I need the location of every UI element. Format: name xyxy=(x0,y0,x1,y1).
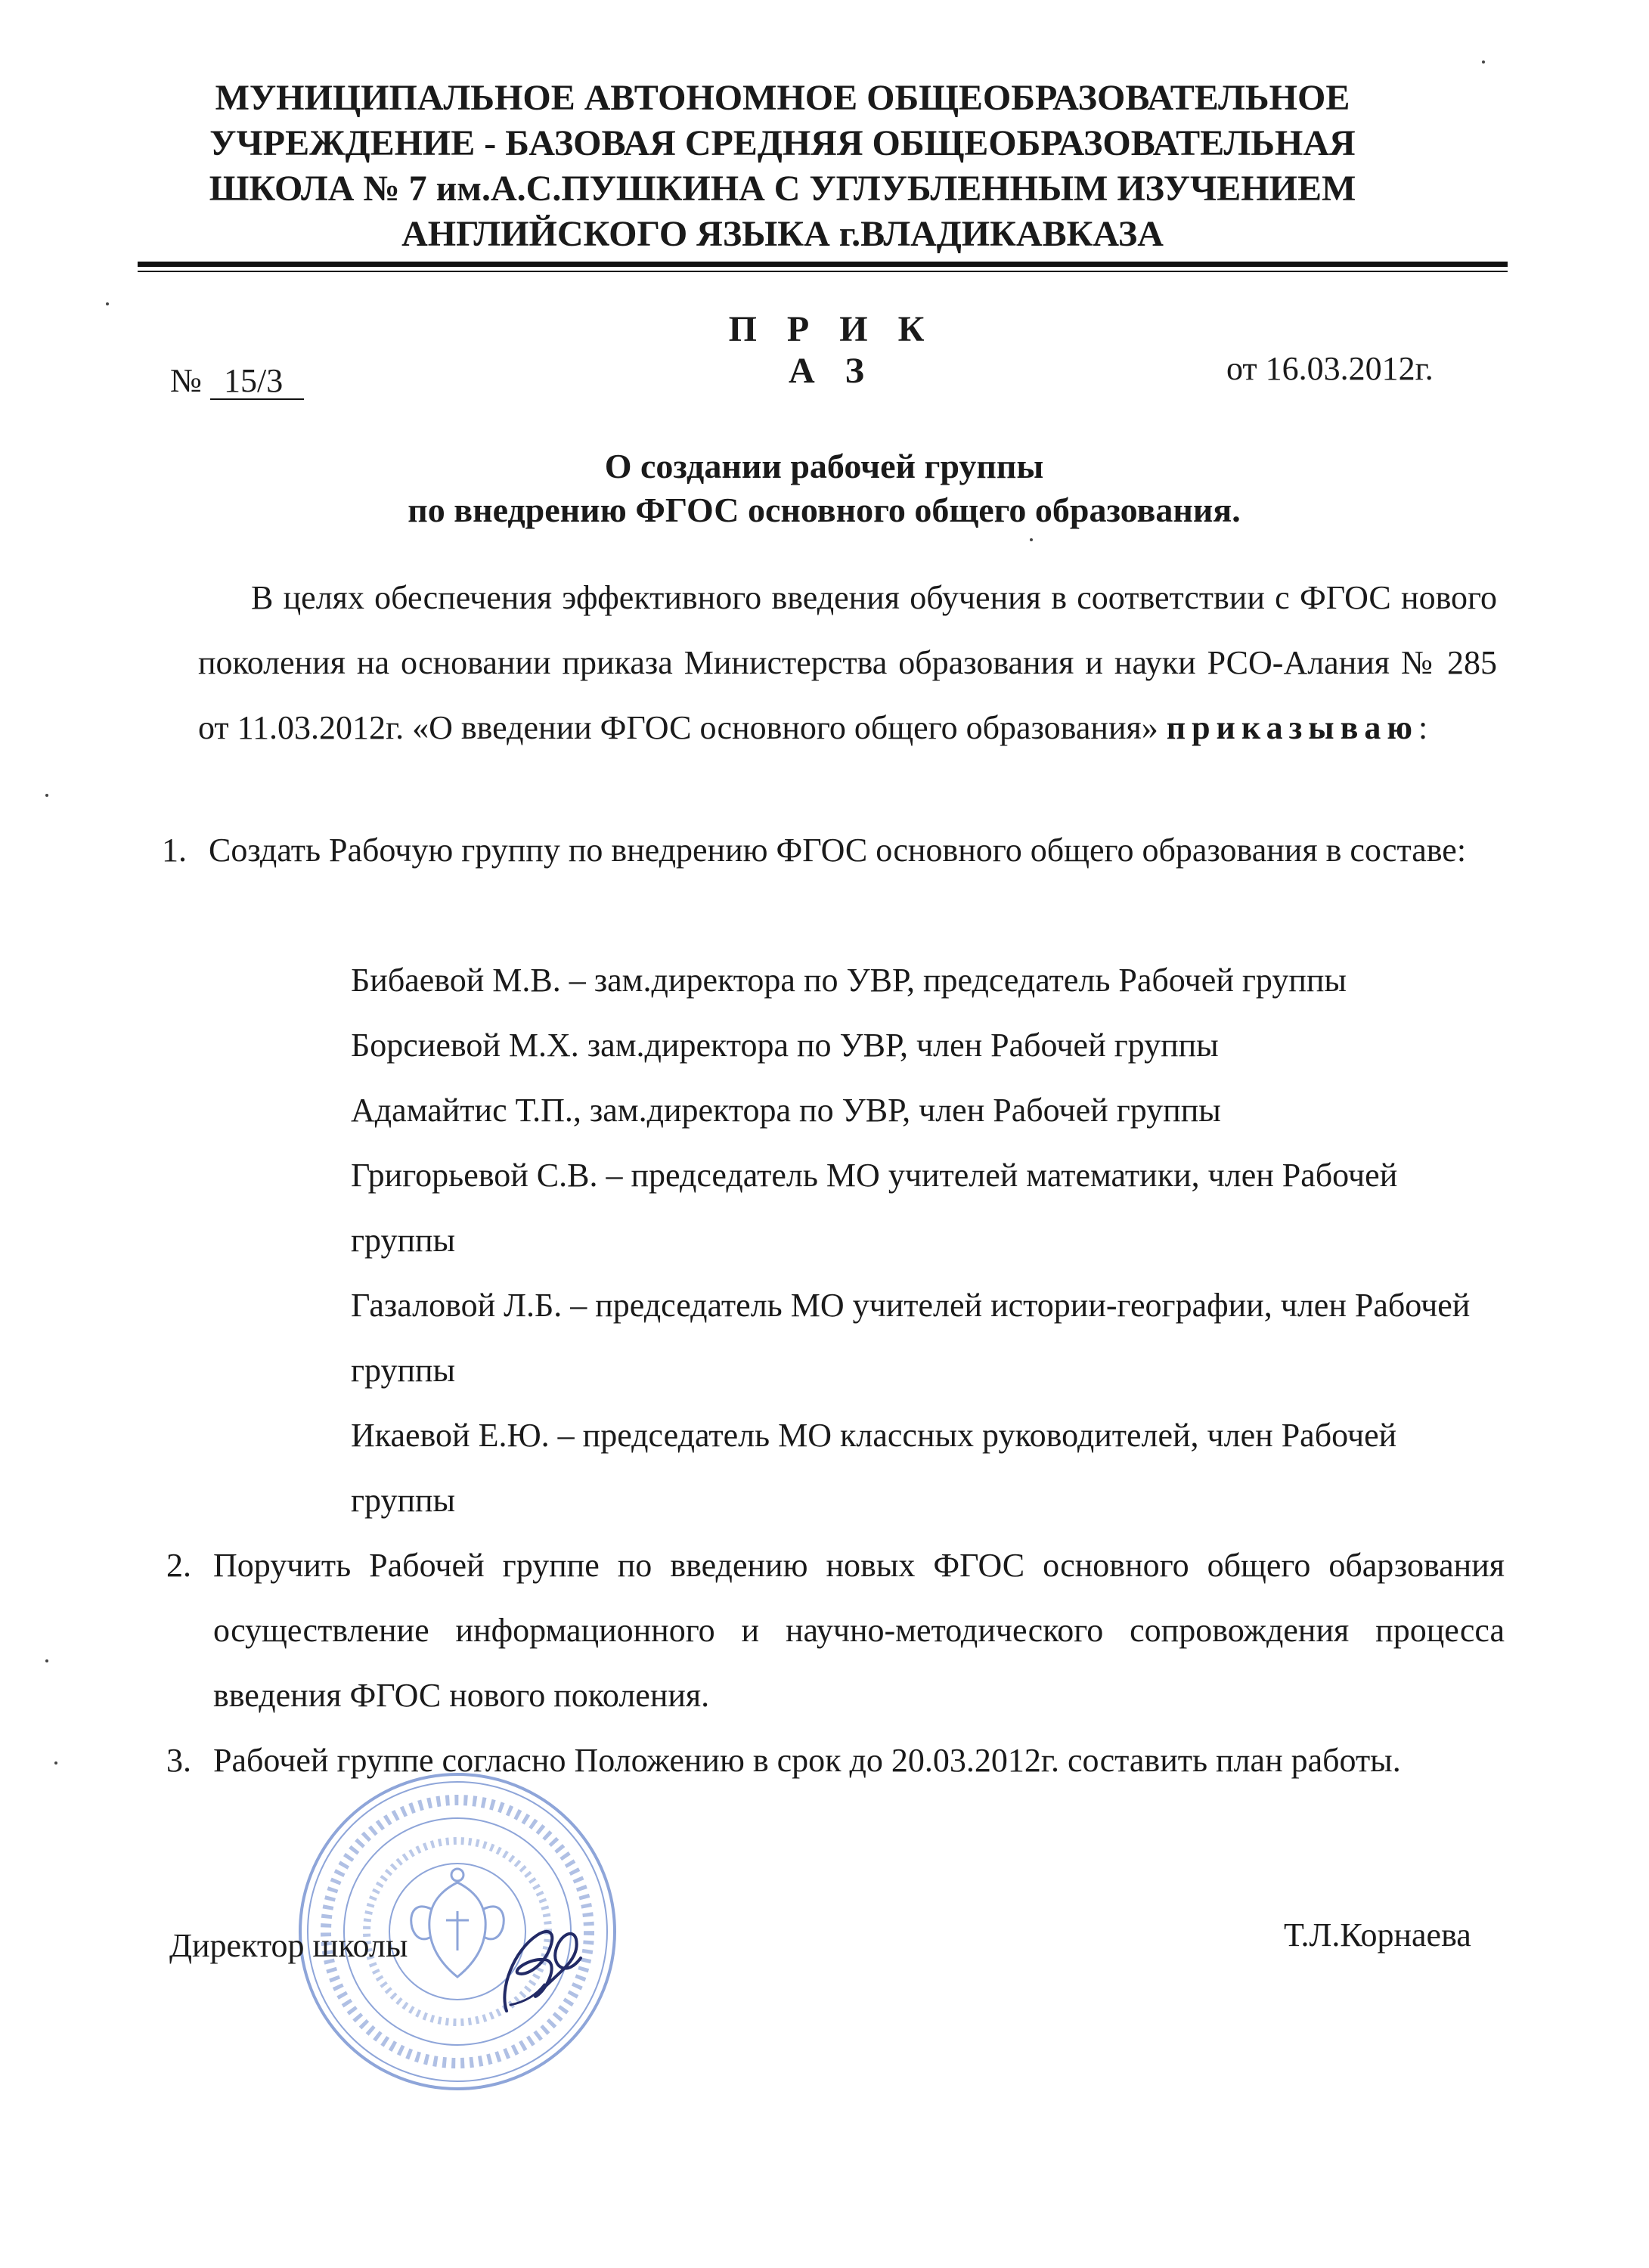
header-line-4: АНГЛИЙСКОГО ЯЗЫКА г.ВЛАДИКАВКАЗА xyxy=(401,214,1164,254)
order-number xyxy=(170,361,304,400)
scan-speck xyxy=(45,1659,48,1662)
member-entry: Бибаевой М.В. – зам.директора по УВР, председатель Рабочей группы xyxy=(351,962,1347,999)
header-divider-thick xyxy=(138,262,1508,267)
order-title: П Р И К А З xyxy=(728,309,935,391)
member-entry: Борсиевой М.Х. зам.директора по УВР, член Рабочей группы xyxy=(351,1027,1219,1064)
list-item xyxy=(162,818,1502,883)
list-item-text: Создать Рабочую группу по внедрению ФГОС основного общего образования в составе: xyxy=(209,832,1467,869)
subject-line-1: О создании рабочей группы xyxy=(604,447,1044,485)
subject-line-2: по внедрению ФГОС основного общего образования. xyxy=(408,491,1241,529)
member-entry: Григорьевой С.В. – председатель МО учителей математики, член Рабочей группы xyxy=(351,1157,1398,1259)
director-signature xyxy=(484,1905,590,2026)
list-item-number: 3. xyxy=(166,1742,191,1779)
order-verb: приказываю xyxy=(1166,709,1419,746)
list-item-text: Поручить Рабочей группе по введению новых ФГОС основного общего обарзования осуществление информационного и научно-методического сопровождения процесса введения ФГОС нового поколения. xyxy=(213,1547,1505,1714)
school-header xyxy=(151,76,1414,257)
working-group-members xyxy=(351,948,1500,1533)
header-divider-thin xyxy=(138,271,1508,272)
list-item-number: 2. xyxy=(166,1547,191,1584)
scan-speck xyxy=(45,794,48,797)
list-item-text: Рабочей группе согласно Положению в срок до 20.03.2012г. составить план работы. xyxy=(213,1742,1401,1779)
header-line-3: ШКОЛА № 7 им.А.С.ПУШКИНА С УГЛУБЛЕННЫМ ИЗУЧЕНИЕМ xyxy=(209,169,1356,209)
scan-speck xyxy=(1482,60,1485,64)
member-entry: Икаевой Е.Ю. – председатель МО классных руководителей, член Рабочей группы xyxy=(351,1417,1397,1519)
header-line-1: МУНИЦИПАЛЬНОЕ АВТОНОМНОЕ ОБЩЕОБРАЗОВАТЕЛЬНОЕ xyxy=(215,78,1350,118)
member-entry: Газаловой Л.Б. – председатель МО учителей истории-географии, член Рабочей группы xyxy=(351,1287,1471,1389)
scan-speck xyxy=(54,1761,57,1765)
signature-name: Т.Л.Корнаева xyxy=(1284,1916,1471,1954)
order-subject xyxy=(302,445,1346,532)
list-item-number: 1. xyxy=(162,832,187,869)
member-entry: Адамайтис Т.П., зам.директора по УВР, член Рабочей группы xyxy=(351,1092,1221,1129)
scan-speck xyxy=(1030,538,1033,541)
order-verb-colon: : xyxy=(1418,709,1428,746)
order-number-prefix: № xyxy=(170,362,202,399)
signature-position: Директор школы xyxy=(169,1927,408,1964)
list-item xyxy=(166,1533,1505,1728)
order-number-value: 15/3 xyxy=(210,364,304,400)
header-line-2: УЧРЕЖДЕНИЕ - БАЗОВАЯ СРЕДНЯЯ ОБЩЕОБРАЗОВАТЕЛЬНАЯ xyxy=(209,123,1356,163)
scan-speck xyxy=(106,302,109,305)
intro-text: В целях обеспечения эффективного введения обучения в соответствии с ФГОС нового поколения на основании приказа Министерства образования и науки РСО-Алания № 285 от 11.03.2012г. «О введении ФГОС основного общего образования» xyxy=(198,579,1497,746)
order-date: от 16.03.2012г. xyxy=(1226,350,1434,387)
intro-paragraph xyxy=(198,565,1497,761)
